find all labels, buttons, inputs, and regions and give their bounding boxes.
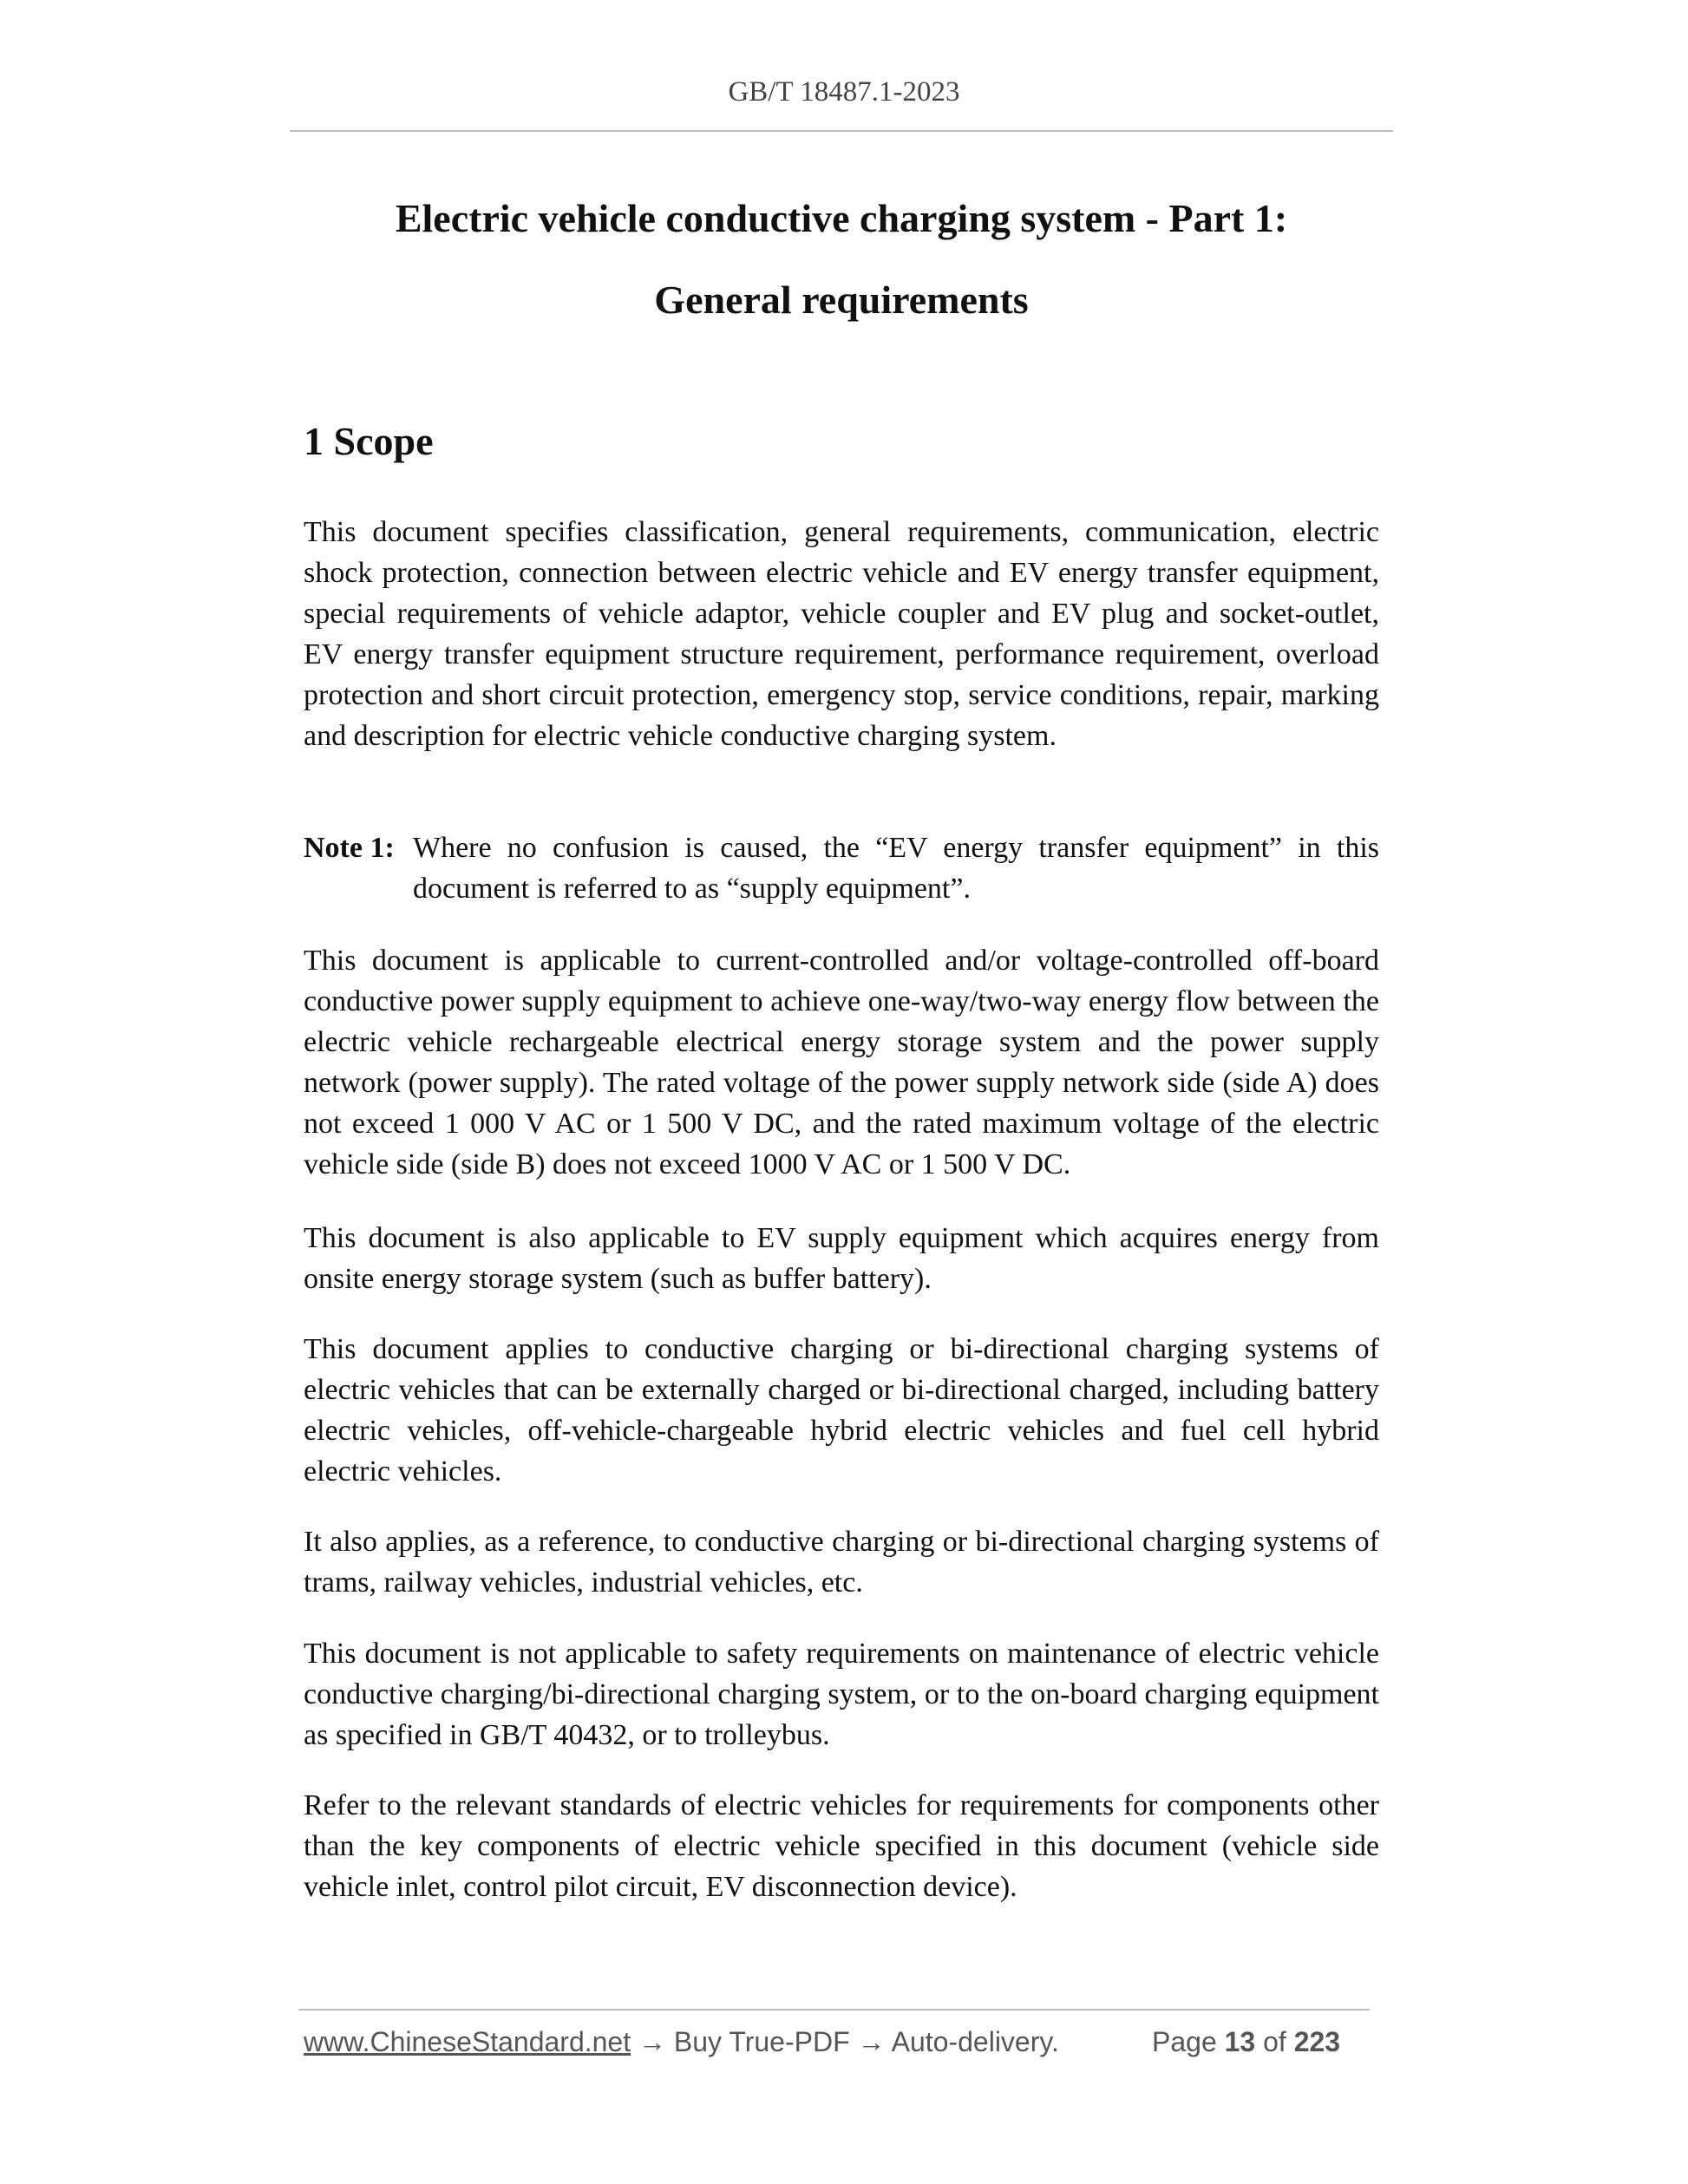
paragraph-4: This document applies to conductive charging or bi-directional charging systems of electric vehicles that can be externally charged or bi-directional charged, including battery electric vehicles, off-vehicle-chargeable hybrid electric vehicles and fuel cell hybrid electric vehicles. [304,1333,1379,1488]
paragraph-3: This document is also applicable to EV supply equipment which acquires energy from onsite energy storage system (such as buffer battery). [304,1222,1379,1295]
header-divider [290,130,1393,132]
page-current: 13 [1224,2026,1256,2057]
title-line-1: Electric vehicle conductive charging system - Part 1: [395,196,1288,240]
website-link[interactable]: www.ChineseStandard.net [304,2026,631,2057]
page-total: 223 [1293,2026,1341,2057]
footer-promo-text: → Buy True-PDF → Auto-delivery. [631,2026,1059,2057]
note-1 [304,827,1379,909]
page-number [1152,2026,1340,2058]
page-word: Page [1152,2026,1217,2057]
paragraph-2: This document is applicable to current-controlled and/or voltage-controlled off-board conductive power supply equipment to achieve one-way/two-way energy flow between the electric vehicle rechargeable electrical energy storage system and the power supply network (power supply). The rated voltage of the power supply network side (side A) does not exceed 1 000 V AC or 1 500 V DC, and the rated maximum voltage of the electric vehicle side (side B) does not exceed 1000 V AC or 1 500 V DC. [304,945,1379,1180]
section-heading-scope: 1 Scope [304,419,434,463]
document-title [260,178,1423,341]
note-text: Where no confusion is caused, the “EV energy transfer equipment” in this document is referred to as “supply equipment”. [413,832,1379,905]
footer-promo [304,2026,1059,2058]
footer-divider [298,2009,1370,2011]
standard-code-header: GB/T 18487.1-2023 [728,76,960,108]
paragraph-7: Refer to the relevant standards of electric vehicles for requirements for components other than the key components of electric vehicle specified in this document (vehicle side vehicle inlet, control pilot circuit, EV disconnection device). [304,1789,1379,1903]
paragraph-1: This document specifies classification, general requirements, communication, electric shock protection, connection between electric vehicle and EV energy transfer equipment, special requirements of vehicle adaptor, vehicle coupler and EV plug and socket-outlet, EV energy transfer equipment structure requirement, performance requirement, overload protection and short circuit protection, emergency stop, service conditions, repair, marking and description for electric vehicle conductive charging system. [304,516,1379,752]
of-word: of [1263,2026,1286,2057]
paragraph-6: This document is not applicable to safety requirements on maintenance of electric vehicle conductive charging/bi-directional charging system, or to the on-board charging equipment as specified in GB/T 40432, or to trolleybus. [304,1638,1379,1751]
note-label: Note 1: [304,832,395,864]
paragraph-5: It also applies, as a reference, to conductive charging or bi-directional charging systems of trams, railway vehicles, industrial vehicles, etc. [304,1526,1379,1599]
title-line-2: General requirements [654,278,1029,322]
